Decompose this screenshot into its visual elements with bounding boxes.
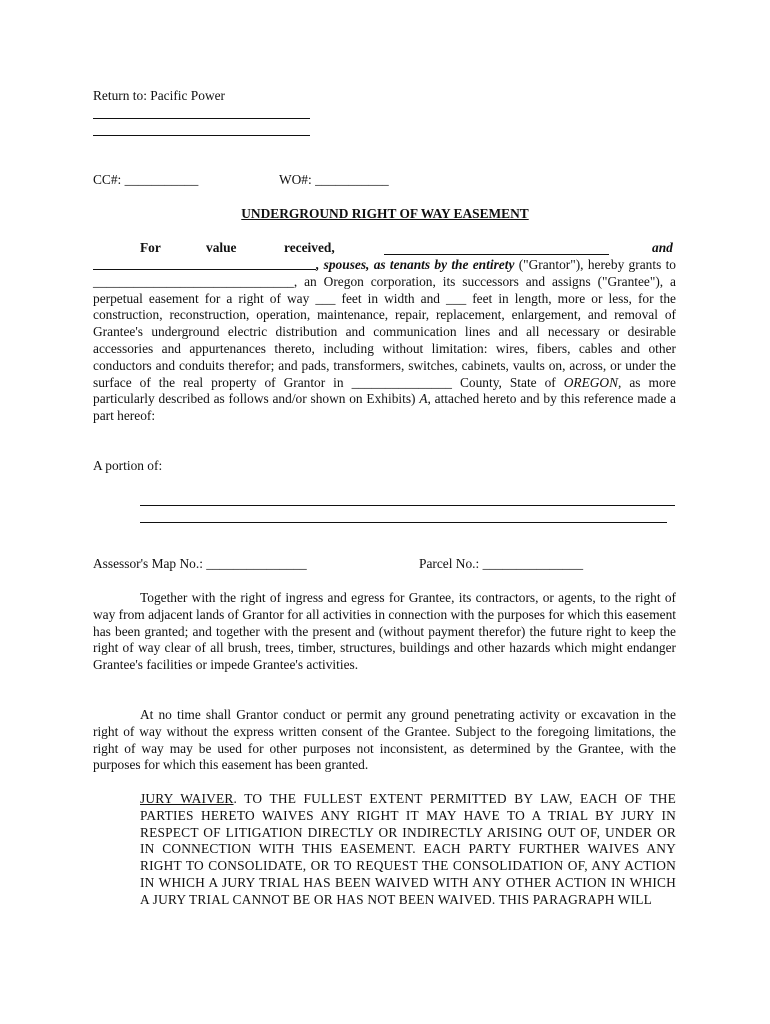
jury-waiver-paragraph — [140, 791, 676, 909]
portion-of-label: A portion of: — [93, 458, 163, 473]
grant-described: , as more particularly described as follows and/or shown on Exhibits) — [93, 374, 676, 407]
cc-number-field: CC#: ___________ — [93, 172, 199, 187]
grant-paragraph — [93, 257, 676, 425]
grant-word-for: For — [140, 240, 161, 255]
grant-word-value: value — [206, 240, 237, 255]
address-blank-2 — [93, 135, 310, 136]
grant-exhibit: A — [419, 391, 428, 407]
portion-blank-2 — [140, 522, 667, 523]
return-to-line: Return to: Pacific Power — [93, 88, 226, 103]
ingress-paragraph: Together with the right of ingress and egress for Grantee, its contractors, or agents, to the right of way from adjacent lands of Grantor for all activities in connection with the purposes for which this easement has been granted; and together with the present and (without payment therefor) the future right to keep the right of way clear of all brush, trees, timber, structures, buildings and other hazards which might endanger Grantee's facilities or impede Grantee's activities. — [93, 590, 676, 673]
grant-rest: , attached hereto and by this reference made a part hereof: — [93, 391, 677, 424]
assessor-map-field: Assessor's Map No.: _______________ — [93, 556, 307, 571]
ground-activity-paragraph: At no time shall Grantor conduct or permit any ground penetrating activity or excavation in the right of way without the express written consent of the Grantee. Subject to the foregoing limitations, the right of way may be used for other purposes not inconsistent, as determined by the Grantee, with the purposes for which this easement has been granted. — [93, 707, 676, 773]
jury-waiver-heading: JURY WAIVER — [140, 791, 234, 806]
wo-number-field: WO#: ___________ — [279, 172, 389, 187]
document-title: UNDERGROUND RIGHT OF WAY EASEMENT — [241, 206, 529, 221]
jury-waiver-body: . TO THE FULLEST EXTENT PERMITTED BY LAW, EACH OF THE PARTIES HERETO WAIVES ANY RIGHT IT MAY HAVE TO A TRIAL BY JURY IN RESPECT OF LITIGATION DIRECTLY OR INDIRECTLY ARISING OUT OF, UNDER OR IN CONNECTION WITH THIS EASEMENT. EACH PARTY FURTHER WAIVES ANY RIGHT TO CONSOLIDATE, OR TO REQUEST THE CONSOLIDATION OF, ANY ACTION IN WHICH A JURY TRIAL HAS BEEN WAIVED WITH ANY OTHER ACTION IN WHICH A JURY TRIAL CANNOT BE OR HAS NOT BEEN WAIVED. THIS PARAGRAPH WILL — [140, 791, 676, 907]
portion-blank-1 — [140, 505, 675, 506]
grant-word-received: received, — [284, 240, 335, 255]
address-blank-1 — [93, 118, 310, 119]
grantor-name-blank-1 — [384, 254, 609, 255]
grant-word-and: and — [652, 240, 673, 255]
parcel-field: Parcel No.: _______________ — [419, 556, 584, 571]
grant-state: OREGON — [563, 374, 619, 390]
grant-spouses: , spouses, as tenants by the entirety — [316, 257, 515, 272]
grant-body: ("Grantor"), hereby grants to ______________________________, an Oregon corporation, its successors and assigns ("Grantee"), a perpetual easement for a right of way ___ feet in width and ___ feet in length, more or less, for the construction, reconstruction, operation, maintenance, repair, replacement, enlargement, and removal of Grantee's underground electric distribution and communication lines and all necessary or desirable accessories and appurtenances thereto, including without limitation: wires, fibers, cables and other conductors and conduits therefor; and pads, transformers, switches, cabinets, vaults on, across, or under the surface of the real property of Grantor in _______________ County, State of — [93, 257, 676, 390]
grantor-name-blank-2 — [93, 257, 316, 270]
